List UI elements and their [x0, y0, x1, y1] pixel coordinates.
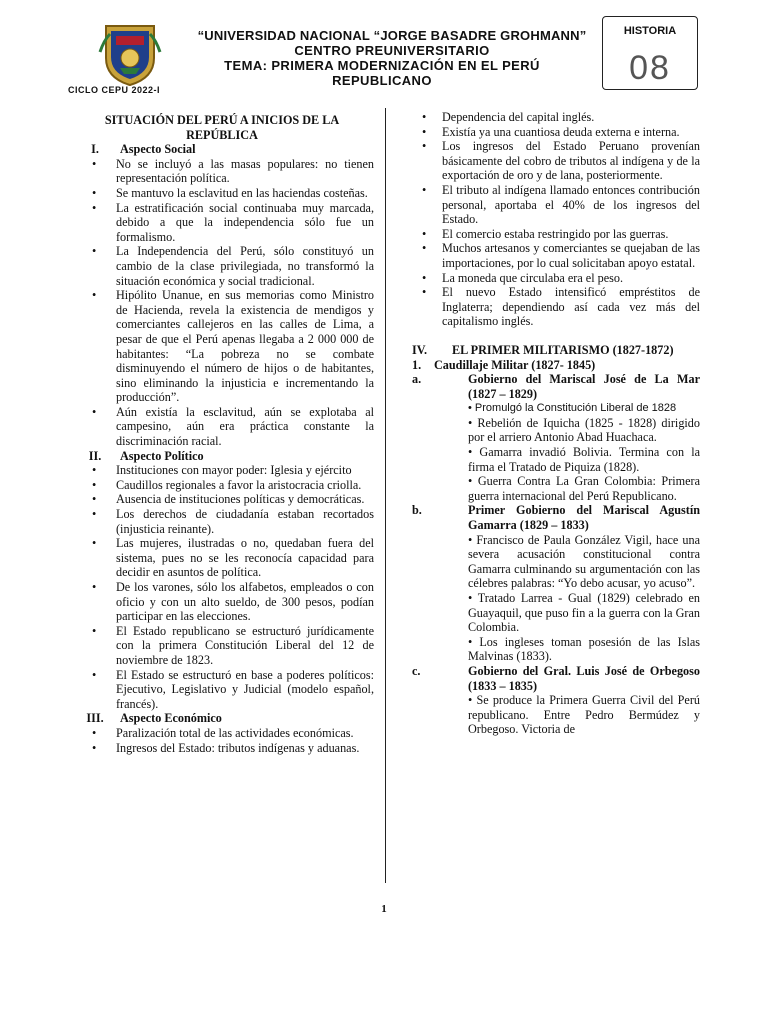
list-item: • La moneda que circulaba era el peso. [412, 271, 700, 286]
list-item: • El comercio estaba restringido por las guerras. [412, 227, 700, 242]
cycle-label: CICLO CEPU 2022-I [68, 85, 161, 95]
bullet-list [412, 110, 700, 329]
list-item: • El Estado republicano se estructuró jurídicamente con la primera Constitución Liberal del 12 de noviembre de 1823. [70, 624, 374, 668]
bullet-list [70, 463, 374, 711]
list-item: • Muchos artesanos y comerciantes se quejaban de las importaciones, por lo cual solicitaban apoyo estatal. [412, 241, 700, 270]
section-number: IV. [412, 342, 428, 357]
bullet-list [70, 157, 374, 449]
event-paragraph: • Los ingleses toman posesión de las Islas Malvinas (1833). [468, 634, 700, 664]
list-item: • De los varones, sólo los alfabetos, empleados o con oficio y con un alto sueldo, de 300 pesos, podían participar en las elecciones. [70, 580, 374, 624]
page-number: 1 [381, 903, 387, 915]
list-item: • Las mujeres, ilustradas o no, quedaban fuera del sistema, pues no se les reconocía capacidad para decidir en asuntos de política. [70, 536, 374, 580]
government-heading [412, 503, 700, 532]
subsection-heading-text: Caudillaje Militar (1827- 1845) [434, 357, 596, 372]
header-titles [172, 28, 612, 88]
subsection-heading [412, 358, 700, 373]
university-name: “UNIVERSIDAD NACIONAL “JORGE BASADRE GROHMANN” [197, 28, 587, 43]
subject-box [602, 16, 698, 90]
list-item: • Paralización total de las actividades económicas. [70, 726, 374, 741]
government-heading [412, 664, 700, 693]
section-title: SITUACIÓN DEL PERÚ A INICIOS DE LA REPÚBLICA [104, 113, 340, 142]
government-heading [412, 372, 700, 401]
right-column [412, 110, 700, 737]
event-paragraph: • Se produce la Primera Guerra Civil del Perú republicano. Entre Pedro Bermúdez y Orbegoso. Victoria de [468, 693, 700, 737]
list-item: • Se mantuvo la esclavitud en las haciendas costeñas. [70, 186, 374, 201]
government-title: Primer Gobierno del Mariscal Agustín Gamarra (1829 – 1833) [468, 503, 700, 533]
section-heading-text: EL PRIMER MILITARISMO (1827-1872) [452, 342, 674, 357]
list-item: • Los ingresos del Estado Peruano provenían básicamente del cobro de tributos al indígena y de la exportación de oro y de lana, posteriormente. [412, 139, 700, 183]
list-item: • Los derechos de ciudadanía estaban recortados (injusticia reinante). [70, 507, 374, 536]
list-item: • El tributo al indígena llamado entonces contribución personal, aportaba el 40% de los ingresos del Estado. [412, 183, 700, 227]
section-heading-text: Aspecto Económico [120, 711, 222, 726]
page-header [0, 0, 768, 110]
topic-title: TEMA: PRIMERA MODERNIZACIÓN EN EL PERÚ REPUBLICANO [224, 58, 540, 88]
event-paragraph: • Francisco de Paula González Vigil, hace una severa acusación constitucional contra Gamarra culminando su argumentación con las célebres palabras: “Yo debo acusar, yo acuso”. [468, 532, 700, 591]
left-column [70, 110, 374, 755]
subject-label: HISTORIA [623, 25, 677, 37]
center-name: CENTRO PREUNIVERSITARIO [294, 43, 490, 58]
section-number: I. [91, 142, 99, 157]
section-heading [70, 449, 374, 464]
event-paragraph: • Tratado Larrea - Gual (1829) celebrado en Guayaquil, que puso fin a la guerra con la Gran Colombia. [468, 591, 700, 635]
list-item: • Caudillos regionales a favor la aristocracia criolla. [70, 478, 374, 493]
list-item: • Ingresos del Estado: tributos indígenas y aduanas. [70, 741, 374, 756]
list-item: • Existía ya una cuantiosa deuda externa e interna. [412, 125, 700, 140]
government-letter: b. [412, 503, 422, 518]
list-item: • Instituciones con mayor poder: Iglesia y ejército [70, 463, 374, 478]
government-title: Gobierno del Gral. Luis José de Orbegoso (1833 – 1835) [468, 663, 700, 693]
list-item: • Hipólito Unanue, en sus memorias como Ministro de Hacienda, revela la existencia de mendigos y comerciantes callejeros en las calles de Lima, a pesar de que el Perú apenas llegaba a 2 000 000 de habitantes: “La pobreza no se combate disminuyendo el número de hijos o de habitantes, sino eliminando la injusticia e incrementando la producción”. [70, 288, 374, 405]
subsection-number: 1. [412, 357, 422, 372]
university-seal-icon [98, 22, 162, 88]
section-number: II. [88, 448, 102, 463]
event-paragraph: • Gamarra invadió Bolivia. Termina con la firma el Tratado de Piquiza (1828). [468, 445, 700, 474]
bullet-list [70, 726, 374, 755]
lesson-number: 08 [629, 49, 671, 87]
list-item: • Aún existía la esclavitud, aún se explotaba al campesino, aún era práctica constante la discriminación racial. [70, 405, 374, 449]
section-heading [70, 711, 374, 726]
column-divider [385, 108, 386, 883]
list-item: • Ausencia de instituciones políticas y democráticas. [70, 492, 374, 507]
government-letter: a. [412, 372, 422, 387]
list-item: • Dependencia del capital inglés. [412, 110, 700, 125]
event-paragraph: • Rebelión de Iquicha (1825 - 1828) dirigido por el arriero Antonio Abad Huachaca. [468, 415, 700, 445]
list-item: • El Estado se estructuró en base a poderes políticos: Ejecutivo, Legislativo y Judicial (modelo español, francés). [70, 668, 374, 712]
list-item: • La estratificación social continuaba muy marcada, debido a que la independencia sólo fue un formalismo. [70, 201, 374, 245]
section-number: III. [86, 711, 104, 726]
event-paragraph: • Guerra Contra La Gran Colombia: Primera guerra internacional del Perú Republicano. [468, 474, 700, 503]
list-item: • El nuevo Estado intensificó empréstitos de Inglaterra; dependiendo así cada vez más del capitalismo inglés. [412, 285, 700, 329]
government-letter: c. [412, 663, 421, 678]
section-heading [412, 343, 700, 358]
list-item: • La Independencia del Perú, sólo constituyó un cambio de la clase privilegiada, no transformó la situación económica y social tradicional. [70, 244, 374, 288]
section-heading-text: Aspecto Político [120, 448, 204, 463]
section-heading [70, 142, 374, 157]
event-paragraph: • Promulgó la Constitución Liberal de 1828 [468, 402, 677, 415]
list-item: • No se incluyó a las masas populares: no tienen representación política. [70, 157, 374, 186]
section-heading-text: Aspecto Social [120, 142, 196, 157]
government-title: Gobierno del Mariscal José de La Mar (1827 – 1829) [468, 372, 700, 401]
